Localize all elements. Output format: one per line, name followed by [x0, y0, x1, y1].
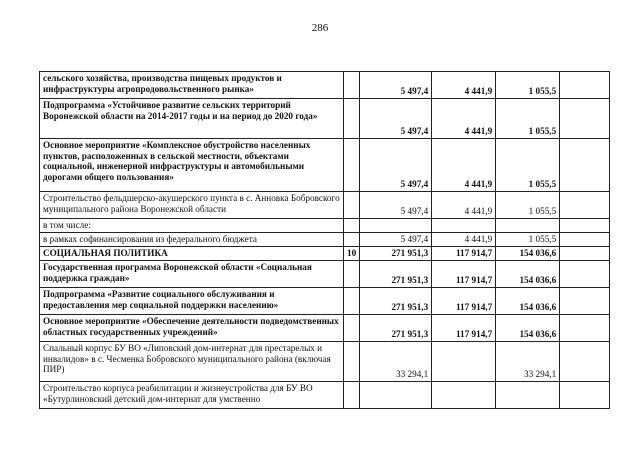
row-federal: 117 914,7: [432, 261, 496, 288]
row-name: сельского хозяйства, производства пищевых продуктов и инфраструктуры агропродовольственного рынка»: [40, 72, 344, 99]
row-federal: 117 914,7: [432, 315, 496, 342]
row-regional: [496, 219, 560, 233]
row-extra: [560, 261, 610, 288]
row-name: в рамках софинансирования из федерального бюджета: [40, 233, 344, 247]
row-total: 271 951,3: [360, 247, 432, 261]
row-federal: 4 441,9: [432, 72, 496, 99]
row-total: 33 294,1: [360, 342, 432, 382]
row-regional: 1 055,5: [496, 192, 560, 219]
row-total: [360, 219, 432, 233]
row-code: [344, 192, 360, 219]
table-row: [40, 342, 610, 382]
row-name: в том числе:: [40, 219, 344, 233]
row-extra: [560, 219, 610, 233]
row-name: Строительство корпуса реабилитации и жизнеустройства для БУ ВО «Бутурлиновский детский дом-интернат для умственно: [40, 382, 344, 409]
row-regional: 1 055,5: [496, 233, 560, 247]
page-number: 286: [311, 22, 329, 34]
row-extra: [560, 72, 610, 99]
row-federal: 4 441,9: [432, 233, 496, 247]
row-extra: [560, 233, 610, 247]
row-regional: 33 294,1: [496, 342, 560, 382]
row-total: 5 497,4: [360, 192, 432, 219]
row-code: [344, 139, 360, 192]
row-regional: 154 036,6: [496, 288, 560, 315]
row-federal: [432, 342, 496, 382]
row-name: Подпрограмма «Устойчивое развитие сельских территорий Воронежской области на 2014-2017 годы и на период до 2020 года»: [40, 99, 344, 139]
row-federal: 117 914,7: [432, 247, 496, 261]
row-extra: [560, 342, 610, 382]
row-extra: [560, 192, 610, 219]
row-total: 271 951,3: [360, 315, 432, 342]
row-regional: [496, 382, 560, 409]
row-extra: [560, 382, 610, 409]
row-regional: 154 036,6: [496, 261, 560, 288]
row-total: 5 497,4: [360, 139, 432, 192]
table-body: [40, 72, 610, 409]
row-extra: [560, 288, 610, 315]
row-total: 5 497,4: [360, 99, 432, 139]
row-name: Государственная программа Воронежской области «Социальная поддержка граждан»: [40, 261, 344, 288]
row-federal: [432, 219, 496, 233]
row-regional: 1 055,5: [496, 99, 560, 139]
row-name: Основное мероприятие «Обеспечение деятельности подведомственных областных государственных учреждений»: [40, 315, 344, 342]
table-row: [40, 139, 610, 192]
row-code: [344, 219, 360, 233]
row-name: Спальный корпус БУ ВО «Липовский дом-интернат для престарелых и инвалидов» в с. Чесменка Бобровского муниципального района (включая ПИР): [40, 342, 344, 382]
row-code: [344, 99, 360, 139]
table-row: [40, 315, 610, 342]
row-federal: 117 914,7: [432, 288, 496, 315]
row-total: 271 951,3: [360, 288, 432, 315]
row-code: [344, 342, 360, 382]
table-row: [40, 261, 610, 288]
row-federal: 4 441,9: [432, 99, 496, 139]
row-extra: [560, 139, 610, 192]
row-code: [344, 72, 360, 99]
row-code: [344, 288, 360, 315]
row-name: Строительство фельдшерско-акушерского пункта в с. Анновка Бобровского муниципального района Воронежской области: [40, 192, 344, 219]
row-total: [360, 382, 432, 409]
row-regional: 1 055,5: [496, 139, 560, 192]
table-row: [40, 219, 610, 233]
row-regional: 154 036,6: [496, 315, 560, 342]
table-row: [40, 288, 610, 315]
table-row: [40, 72, 610, 99]
row-extra: [560, 99, 610, 139]
row-name: СОЦИАЛЬНАЯ ПОЛИТИКА: [40, 247, 344, 261]
table-row: [40, 99, 610, 139]
table-row: [40, 233, 610, 247]
row-extra: [560, 247, 610, 261]
row-code: [344, 315, 360, 342]
row-name: Основное мероприятие «Комплексное обустройство населенных пунктов, расположенных в сельской местности, объектами социальной, инженерной инфраструктуры и автомобильными дорогами общего пользования»: [40, 139, 344, 192]
row-name: Подпрограмма «Развитие социального обслуживания и предоставления мер социальной поддержки населению»: [40, 288, 344, 315]
row-federal: [432, 382, 496, 409]
table-row: [40, 192, 610, 219]
row-extra: [560, 315, 610, 342]
row-total: 5 497,4: [360, 72, 432, 99]
row-federal: 4 441,9: [432, 192, 496, 219]
row-code: 10: [344, 247, 360, 261]
row-total: 5 497,4: [360, 233, 432, 247]
row-regional: 1 055,5: [496, 72, 560, 99]
table-row: [40, 247, 610, 261]
row-code: [344, 233, 360, 247]
row-total: 271 951,3: [360, 261, 432, 288]
row-code: [344, 261, 360, 288]
row-federal: 4 441,9: [432, 139, 496, 192]
budget-table: [39, 71, 610, 409]
table-row: [40, 382, 610, 409]
row-regional: 154 036,6: [496, 247, 560, 261]
row-code: [344, 382, 360, 409]
